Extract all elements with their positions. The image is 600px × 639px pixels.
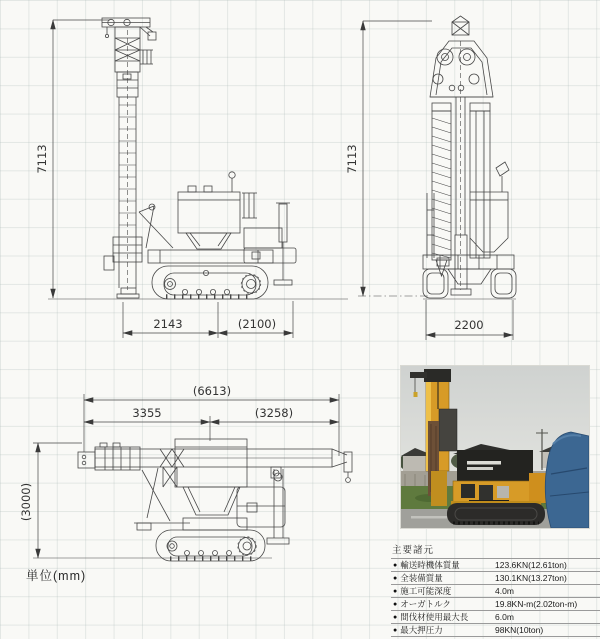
dim-front-width: 2200 [454, 318, 484, 332]
spec-label: 最大押圧力 [400, 625, 443, 635]
dim-transport-rear: (3258) [254, 406, 294, 420]
dim-transport-overall: (6613) [192, 384, 232, 398]
spec-label: オーガトルク [400, 599, 451, 609]
dim-side-height: 7113 [35, 144, 49, 174]
spec-row [391, 598, 600, 611]
transport-dimensions [19, 384, 339, 558]
dim-side-width-rear: (2100) [237, 317, 277, 331]
dim-side-width-front: 2143 [153, 317, 183, 331]
spec-label: 間伐材使用最大長 [400, 612, 469, 622]
view-side-erected [35, 18, 348, 338]
bullet-icon: ● [393, 627, 398, 634]
transport-machine [78, 439, 352, 561]
spec-value: 98KN(10ton) [493, 624, 600, 637]
bullet-icon: ● [393, 562, 398, 569]
spec-value: 19.8KN-m(2.02ton-m) [493, 598, 600, 611]
dim-transport-front: 3355 [132, 406, 162, 420]
spec-row [391, 624, 600, 637]
view-front [345, 16, 516, 340]
spec-row [391, 611, 600, 624]
bullet-icon: ● [393, 601, 398, 608]
spec-row [391, 559, 600, 572]
spec-value: 123.6KN(12.61ton) [493, 559, 600, 572]
spec-label: 施工可能深度 [400, 586, 452, 596]
spec-label: 輸送時機体質量 [400, 560, 460, 570]
dim-front-height: 7113 [345, 144, 359, 174]
bullet-icon: ● [393, 614, 398, 621]
spec-table [391, 542, 597, 637]
front-dimensions [345, 21, 513, 340]
spec-row [391, 572, 600, 585]
dim-transport-height: (3000) [19, 482, 33, 522]
photo-blue-equipment [545, 432, 589, 528]
spec-row [391, 585, 600, 598]
spec-table-title: 主要諸元 [392, 545, 435, 556]
spec-value: 4.0m [493, 585, 600, 598]
unit-label: 単位(mm) [26, 569, 87, 583]
bullet-icon: ● [393, 588, 398, 595]
view-side-transport [19, 384, 352, 561]
spec-value: 130.1KN(13.27ton) [493, 572, 600, 585]
side-erected-machine [48, 18, 348, 299]
spec-label: 全装備質量 [400, 573, 443, 583]
front-machine [423, 16, 516, 299]
bullet-icon: ● [393, 575, 398, 582]
spec-value: 6.0m [493, 611, 600, 624]
machine-photo [400, 365, 590, 529]
